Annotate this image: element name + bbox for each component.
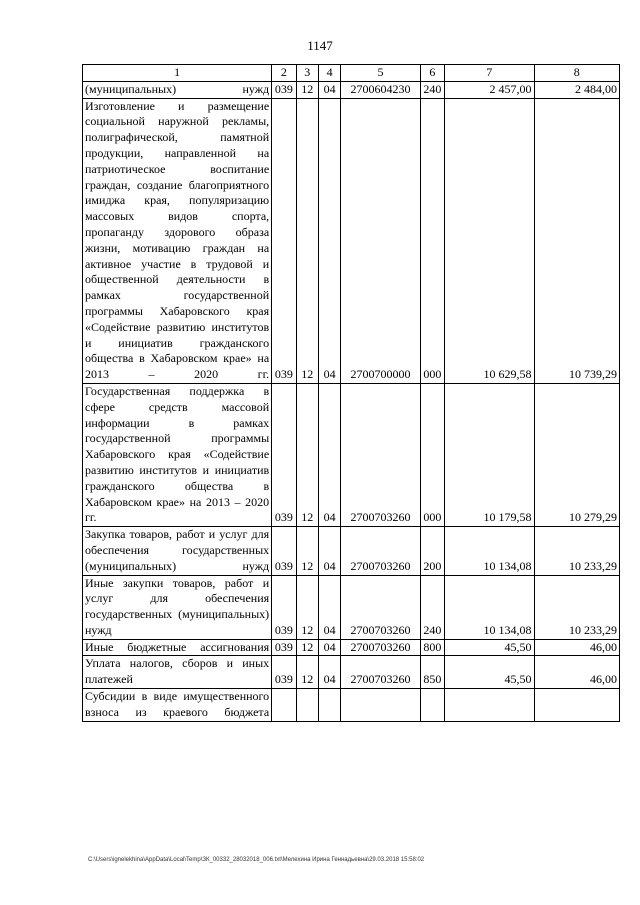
ministry-code-cell: 039 [272,98,296,383]
target-article-cell: 2700703260 [341,656,420,689]
subsection-cell: 04 [318,575,340,639]
ministry-code-cell: 039 [272,527,296,575]
amount-year1-cell [445,689,535,722]
amount-year1-cell: 10 134,08 [445,527,535,575]
subsection-cell [318,689,340,722]
ministry-code-cell: 039 [272,81,296,98]
amount-year2-cell: 10 739,29 [534,98,619,383]
amount-year1-cell: 10 134,08 [445,575,535,639]
amount-year1-cell: 10 629,58 [445,98,535,383]
subsection-cell: 04 [318,383,340,526]
expense-type-cell: 800 [420,639,444,656]
ministry-code-cell: 039 [272,383,296,526]
description-cell: (муниципальных) нужд [83,81,272,98]
amount-year2-cell: 10 233,29 [534,527,619,575]
section-cell [296,689,318,722]
table-row [83,689,620,722]
table-row [83,383,620,526]
description-cell: Иные бюджетные ассигнования [83,639,272,656]
section-cell: 12 [296,98,318,383]
section-cell: 12 [296,383,318,526]
section-cell: 12 [296,656,318,689]
expense-type-cell [420,689,444,722]
ministry-code-cell [272,689,296,722]
expense-type-cell: 240 [420,81,444,98]
description-cell: Субсидии в виде имущественного взноса из краевого бюджета [83,689,272,722]
budget-table [82,64,620,722]
header-cell: 7 [445,65,535,82]
amount-year1-cell: 2 457,00 [445,81,535,98]
subsection-cell: 04 [318,639,340,656]
table-body [83,65,620,722]
table-row [83,81,620,98]
table-row [83,656,620,689]
table-header-row [83,65,620,82]
amount-year1-cell: 45,50 [445,656,535,689]
header-cell: 2 [272,65,296,82]
amount-year1-cell: 45,50 [445,639,535,656]
expense-type-cell: 850 [420,656,444,689]
table-row [83,527,620,575]
description-cell: Закупка товаров, работ и услуг для обеспечения государственных (муниципальных) нужд [83,527,272,575]
expense-type-cell: 000 [420,98,444,383]
section-cell: 12 [296,81,318,98]
amount-year2-cell: 10 233,29 [534,575,619,639]
header-cell: 3 [296,65,318,82]
page-number: 1147 [307,38,333,53]
expense-type-cell: 240 [420,575,444,639]
target-article-cell: 2700703260 [341,383,420,526]
expense-type-cell: 200 [420,527,444,575]
subsection-cell: 04 [318,527,340,575]
amount-year1-cell: 10 179,58 [445,383,535,526]
description-cell: Изготовление и размещение социальной наружной рекламы, полиграфической, памятной продукции, направленной на патриотическое воспитание граждан, создание благоприятного имиджа края, популяризацию массовых видов спорта, пропаганду здорового образа жизни, мотивацию граждан на активное участие в трудовой и общественной деятельности в рамках государственной программы Хабаровского края «Содействие развитию институтов и инициатив гражданского общества в Хабаровском крае» на 2013 – 2020 гг. [83,98,272,383]
ministry-code-cell: 039 [272,575,296,639]
amount-year2-cell: 2 484,00 [534,81,619,98]
subsection-cell: 04 [318,98,340,383]
header-cell: 6 [420,65,444,82]
table-row [83,639,620,656]
target-article-cell: 2700703260 [341,575,420,639]
amount-year2-cell [534,689,619,722]
description-cell: Иные закупки товаров, работ и услуг для обеспечения государственных (муниципальных) нужд [83,575,272,639]
header-cell: 1 [83,65,272,82]
target-article-cell [341,689,420,722]
ministry-code-cell: 039 [272,656,296,689]
header-cell: 8 [534,65,619,82]
file-path-footer: C:\Users\ignelekhina\AppData\Local\Temp\ЗК_00332_28032018_006.txt\Мелехина Ирина Геннадьевна\29.03.2018 15:58:02 [88,857,425,863]
header-cell: 5 [341,65,420,82]
description-cell: Уплата налогов, сборов и иных платежей [83,656,272,689]
target-article-cell: 2700604230 [341,81,420,98]
expense-type-cell: 000 [420,383,444,526]
table-row [83,575,620,639]
subsection-cell: 04 [318,81,340,98]
subsection-cell: 04 [318,656,340,689]
section-cell: 12 [296,575,318,639]
table-row [83,98,620,383]
target-article-cell: 2700703260 [341,527,420,575]
section-cell: 12 [296,639,318,656]
amount-year2-cell: 10 279,29 [534,383,619,526]
amount-year2-cell: 46,00 [534,656,619,689]
ministry-code-cell: 039 [272,639,296,656]
amount-year2-cell: 46,00 [534,639,619,656]
section-cell: 12 [296,527,318,575]
header-cell: 4 [318,65,340,82]
target-article-cell: 2700700000 [341,98,420,383]
target-article-cell: 2700703260 [341,639,420,656]
description-cell: Государственная поддержка в сфере средств массовой информации в рамках государственной программы Хабаровского края «Содействие развитию институтов и инициатив гражданского общества в Хабаровском крае» на 2013 – 2020 гг. [83,383,272,526]
